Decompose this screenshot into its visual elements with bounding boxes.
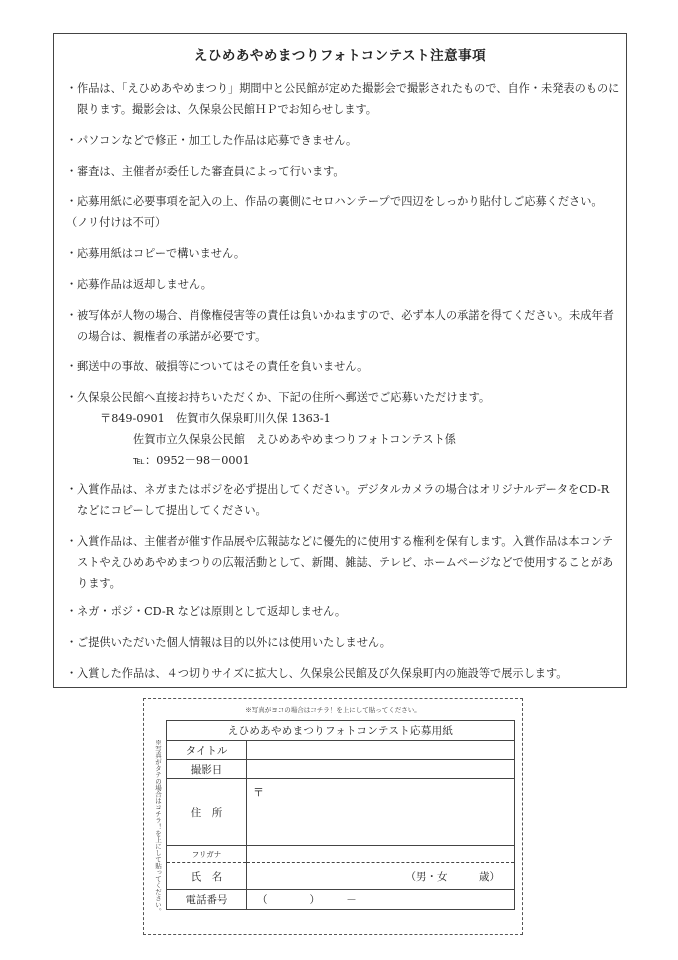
furigana-field[interactable] xyxy=(247,846,515,863)
notice-item: ・ 入賞作品は、ネガまたはポジを必ず提出してください。デジタルカメラの場合はオリジナルデータをCD-R などにコピーして提出してください。 xyxy=(66,479,622,521)
address-field[interactable] xyxy=(247,779,515,846)
notice-item: ・ ネガ・ポジ・CD-R などは原則として返却しません。 xyxy=(66,601,622,622)
notice-item: ・ 入賞作品は、主催者が催す作品展や広報誌などに優先的に使用する権利を保有します。入賞作品は本コンテストやえひめあやめまつりの広報活動として、新聞、雑誌、テレビ、ホームページなどで使用することがあります。 xyxy=(66,531,622,594)
notice-item: ・ 入賞した作品は、４つ切りサイズに拡大し、久保泉公民館及び久保泉町内の施設等で展示します。 xyxy=(66,663,622,684)
notice-item: ・ パソコンなどで修正・加工した作品は応募できません。 xyxy=(66,130,622,151)
entry-form-cutout xyxy=(143,698,523,935)
entry-form-title: えひめあやめまつりフォトコンテスト応募用紙 xyxy=(167,721,515,741)
postal-address: 〒849-0901 佐賀市久保泉町川久保 1363-1 xyxy=(100,412,331,425)
address-recipient: 佐賀市立久保泉公民館 えひめあやめまつりフォトコンテスト係 xyxy=(133,433,456,446)
postal-mark: 〒 xyxy=(253,786,264,799)
horizontal-photo-note: ※写真がヨコの場合はコチラ！を上にして貼ってください。 xyxy=(245,706,421,714)
notice-item: ・ 久保泉公民館へ直接お持ちいただくか、下記の住所へ郵送でご応募いただけます。 xyxy=(66,387,622,408)
tel-label: 電話番号 xyxy=(167,890,247,910)
name-label: 氏 名 xyxy=(167,863,247,890)
notice-item: ・ 作品は、「えひめあやめまつり」期間中と公民館が定めた撮影会で撮影されたもので、自作・未発表のものに限ります。撮影会は、久保泉公民館ＨＰでお知らせします。 xyxy=(66,78,622,120)
notice-item: ・ 審査は、主催者が委任した審査員によって行います。 xyxy=(66,161,622,182)
phone-number: ℡：0952－98－0001 xyxy=(133,454,250,467)
title-label: タイトル xyxy=(167,741,247,760)
entry-form-table xyxy=(166,720,515,910)
notice-panel xyxy=(53,33,627,688)
tel-field[interactable]: （ ） － xyxy=(247,890,515,910)
notice-item: ・ ご提供いただいた個人情報は目的以外には使用いたしません。 xyxy=(66,632,622,653)
notice-item: ・ 郵送中の事故、破損等についてはその責任を負いません。 xyxy=(66,356,622,377)
name-field[interactable] xyxy=(247,863,515,890)
title-field[interactable] xyxy=(247,741,515,760)
vertical-photo-note: ※写真がタテの場合はコチラ！を上にして貼ってください。 xyxy=(154,739,162,915)
furigana-label: フリガナ xyxy=(167,846,247,863)
notice-item: ・ 応募用紙に必要事項を記入の上、作品の裏側にセロハンテープで四辺をしっかり貼付しご応募ください。 （ノリ付けは不可） xyxy=(66,191,622,233)
notice-title: えひめあやめまつりフォトコンテスト注意事項 xyxy=(193,48,487,64)
notice-item: ・ 応募作品は返却しません。 xyxy=(66,274,622,295)
notice-item: ・ 被写体が人物の場合、肖像権侵害等の責任は負いかねますので、必ず本人の承諾を得てください。未成年者の場合は、親権者の承諾が必要です。 xyxy=(66,305,622,347)
gender-age: （男・女 歳） xyxy=(405,871,500,883)
date-label: 撮影日 xyxy=(167,760,247,779)
notice-item-note: （ノリ付けは不可） xyxy=(66,216,167,229)
notice-item: ・ 応募用紙はコピーで構いません。 xyxy=(66,243,622,264)
address-label: 住 所 xyxy=(167,779,247,846)
date-field[interactable] xyxy=(247,760,515,779)
